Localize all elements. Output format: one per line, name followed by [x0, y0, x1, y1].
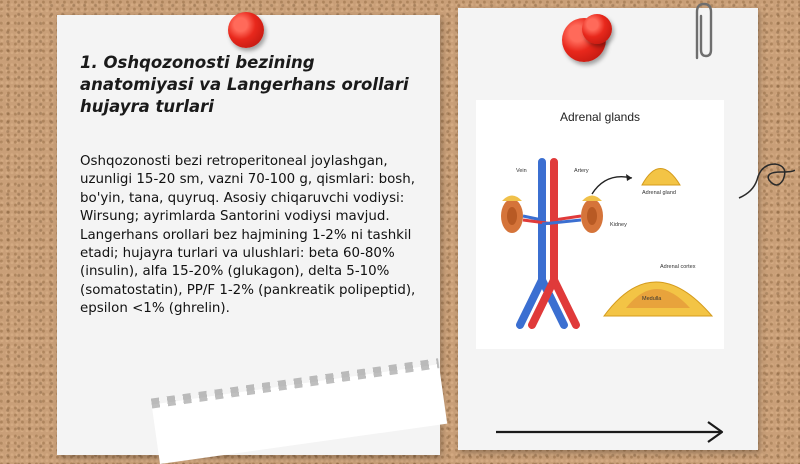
label-adrenal-cortex: Adrenal cortex — [660, 264, 696, 270]
pushpin-left-icon — [228, 12, 264, 48]
slide-title: 1. Oshqozonosti bezining anatomiyasi va Langerhans orollari hujayra turlari — [80, 53, 409, 116]
pushpin-right-small-icon — [582, 14, 612, 44]
label-kidney: Kidney — [610, 222, 627, 228]
label-artery: Artery — [574, 168, 589, 174]
label-vein: Vein — [516, 168, 527, 174]
curl-doodle-icon — [735, 150, 795, 210]
adrenal-glands-figure — [476, 100, 724, 349]
paperclip-icon — [688, 0, 718, 62]
next-arrow-icon — [494, 420, 726, 444]
label-medulla: Medulla — [642, 296, 662, 302]
slide-body-text: Oshqozonosti bezi retroperitoneal joylashgan, uzunligi 15-20 sm, vazni 70-100 g, qismlari: bosh, bo'yin, tana, quyruq. Asosiy chiqaruvchi vodiysi: Wirsung; ayrimlarda Santorini vodiysi mavjud. Langerhans orollari bez hajmining 1-2% ni tashkil etadi; hujayra turlari va ulushlari: beta 60-80% (insulin), alfa 15-20% (glukagon), delta 5-10% (somatostatin), PP/F 1-2% (pankreatik polipeptid), epsilon <1% (ghrelin). — [80, 154, 416, 317]
label-adrenal-gland: Adrenal gland — [642, 190, 676, 196]
figure-title: Adrenal glands — [559, 110, 641, 124]
adrenal-illustration — [476, 100, 724, 349]
